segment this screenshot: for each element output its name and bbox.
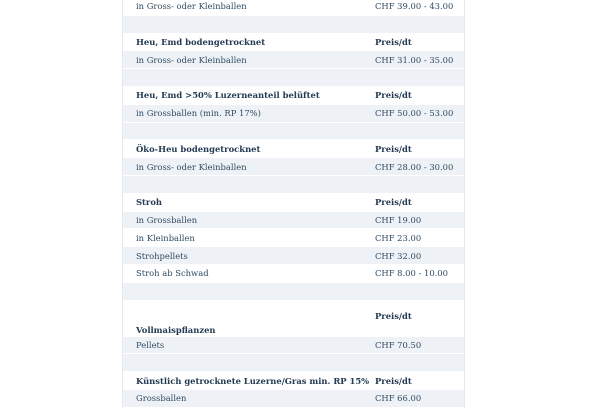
price-value: CHF 8.00 - 10.00 [375, 268, 448, 279]
product-label: in Gross- oder Kleinballen [136, 1, 247, 12]
price-unit-label: Preis/dt [375, 375, 412, 386]
category-header-row [123, 34, 464, 52]
category-label: Öko-Heu bodengetrocknet [136, 143, 261, 154]
price-value: CHF 31.00 - 35.00 [375, 54, 454, 65]
price-value: CHF 32.00 [375, 250, 422, 261]
category-label: Heu, Emd bodengetrocknet [136, 36, 266, 47]
price-row [123, 265, 464, 283]
price-row [123, 212, 464, 230]
price-row [123, 229, 464, 247]
product-label: in Grossballen [136, 214, 198, 225]
price-unit-label: Preis/dt [375, 90, 412, 101]
product-label: Strohpellets [136, 250, 188, 261]
price-row [123, 247, 464, 265]
price-value: CHF 28.00 - 30.00 [375, 161, 454, 172]
category-header-row [123, 372, 464, 390]
category-label: Heu, Emd >50% Luzerneanteil belüftet [136, 90, 320, 101]
spacer-row [123, 16, 464, 34]
price-unit-label: Preis/dt [375, 310, 412, 321]
price-value: CHF 66.00 [375, 393, 422, 404]
price-unit-label: Preis/dt [375, 36, 412, 47]
price-value: CHF 39.00 - 43.00 [375, 1, 454, 12]
price-unit-label: Preis/dt [375, 197, 412, 208]
price-value: CHF 70.50 [375, 339, 422, 350]
spacer-row [123, 283, 464, 301]
category-label: Vollmaispflanzen [136, 324, 216, 335]
price-value: CHF 50.00 - 53.00 [375, 108, 454, 119]
price-unit-label: Preis/dt [375, 143, 412, 154]
category-header-row [123, 301, 464, 337]
price-row [123, 158, 464, 176]
price-row [123, 0, 464, 16]
product-label: in Gross- oder Kleinballen [136, 161, 247, 172]
price-table [122, 0, 465, 408]
product-label: Grossballen [136, 393, 187, 404]
category-header-row [123, 194, 464, 212]
category-header-row [123, 87, 464, 105]
category-header-row [123, 140, 464, 158]
price-row [123, 390, 464, 408]
spacer-row [123, 69, 464, 87]
spacer-row [123, 354, 464, 372]
spacer-row [123, 123, 464, 141]
category-label: Stroh [136, 197, 163, 208]
price-value: CHF 19.00 [375, 214, 422, 225]
price-row [123, 51, 464, 69]
price-row [123, 105, 464, 123]
product-label: in Kleinballen [136, 232, 195, 243]
product-label: Pellets [136, 339, 165, 350]
price-row [123, 337, 464, 355]
product-label: Stroh ab Schwad [136, 268, 209, 279]
category-label: Künstlich getrocknete Luzerne/Gras min. RP 15% [136, 375, 370, 386]
product-label: in Gross- oder Kleinballen [136, 54, 247, 65]
price-value: CHF 23.00 [375, 232, 422, 243]
spacer-row [123, 176, 464, 194]
product-label: in Grossballen (min. RP 17%) [136, 108, 261, 119]
